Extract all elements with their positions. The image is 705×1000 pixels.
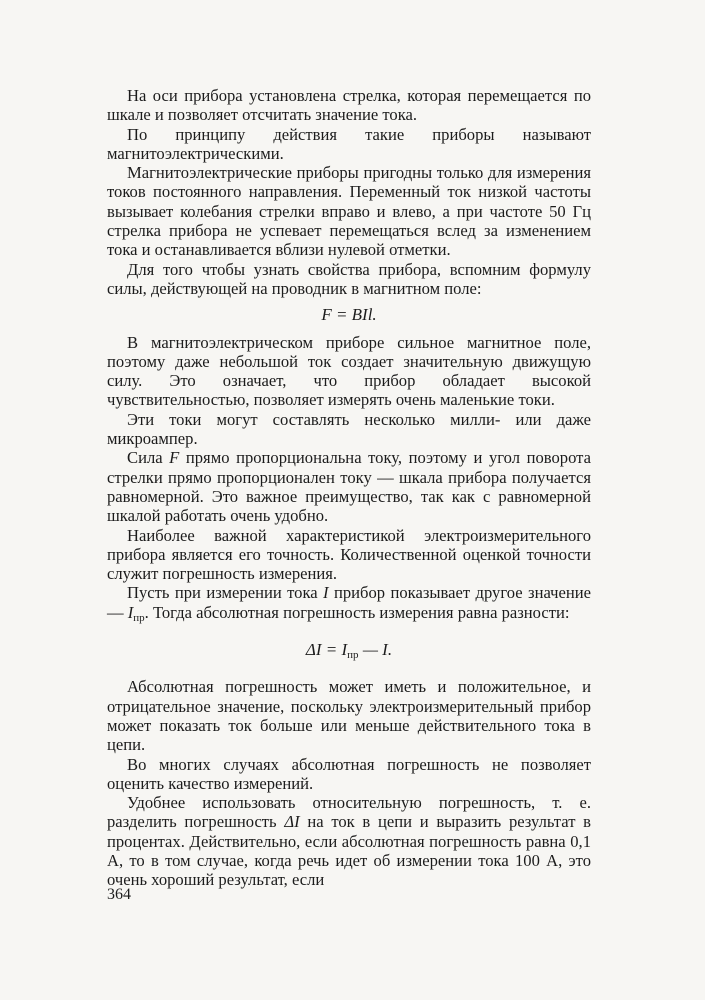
text-run: на ток в цепи и выразить результат в процентах. Действительно, если абсолютная погрешность равна 0,1 А, то в том случае, когда речь идет об измерении тока 100 А, это очень хороший результат, если <box>107 812 592 890</box>
formula-rhs: — I. <box>358 640 393 660</box>
paragraph: Абсолютная погрешность может иметь и положительное, и отрицательное значение, поскольку электроизмерительный прибор может показать ток больше или меньше действительного тока в цепи. <box>107 677 591 755</box>
paragraph: По принципу действия такие приборы называют магнитоэлектрическими. <box>107 124 591 163</box>
paragraph: Магнитоэлектрические приборы пригодны только для измерения токов постоянного направления. Переменный ток низкой частоты вызывает колебания стрелки вправо и влево, а при частоте 50 Гц стрелка прибора не успевает перемещаться вслед за изменением тока и останавливается вблизи нулевой отметки. <box>107 163 591 260</box>
formula-abs-error <box>107 640 591 665</box>
text-run: Сила <box>127 448 170 468</box>
text-run: . Тогда абсолютная погрешность измерения равна разности: <box>144 602 570 622</box>
formula-subscript: пр <box>347 649 359 662</box>
paragraph: Во многих случаях абсолютная погрешность не позволяет оценить качество измерений. <box>107 754 591 793</box>
text-run: прямо пропорциональна току, поэтому и угол поворота стрелки прямо пропорционален току — шкала прибора получается равномерной. Это важное преимущество, так как с равномерной шкалой работать очень удобно. <box>107 448 591 526</box>
paragraph: На оси прибора установлена стрелка, которая перемещается по шкале и позволяет отсчитать значение тока. <box>107 86 591 125</box>
paragraph: Для того чтобы узнать свойства прибора, вспомним формулу силы, действующей на проводник в магнитном поле: <box>107 259 591 298</box>
paragraph: Наиболее важной характеристикой электроизмерительного прибора является его точность. Количественной оценкой точности служит погрешность измерения. <box>107 525 591 584</box>
paragraph: В магнитоэлектрическом приборе сильное магнитное поле, поэтому даже небольшой ток создает значительную движущую силу. Это означает, что прибор обладает высокой чувствительностью, позволяет измерять очень маленькие токи. <box>107 332 591 410</box>
symbol-F: F <box>169 448 180 468</box>
symbol-I: I <box>323 583 329 603</box>
page-number: 364 <box>107 886 131 903</box>
subscript-pr: пр <box>133 611 145 624</box>
formula-force: F = BIl. <box>321 305 377 325</box>
symbol-delta-I: ΔI <box>284 812 300 832</box>
symbol-Ipr: I <box>127 602 134 622</box>
body-text <box>107 86 591 890</box>
text-run: Пусть при измерении тока <box>127 583 324 603</box>
text-run: Удобнее использовать относительную погрешность, т. е. разделить погрешность <box>107 793 591 832</box>
paragraph-force <box>107 448 591 525</box>
formula-lhs: ΔI = I <box>305 640 348 660</box>
paragraph-let <box>107 583 591 628</box>
paragraph: Эти токи могут составлять несколько милли- или даже микроампер. <box>107 409 591 449</box>
paragraph-relative <box>107 793 591 889</box>
text-run: прибор показывает другое значение — <box>107 583 591 622</box>
